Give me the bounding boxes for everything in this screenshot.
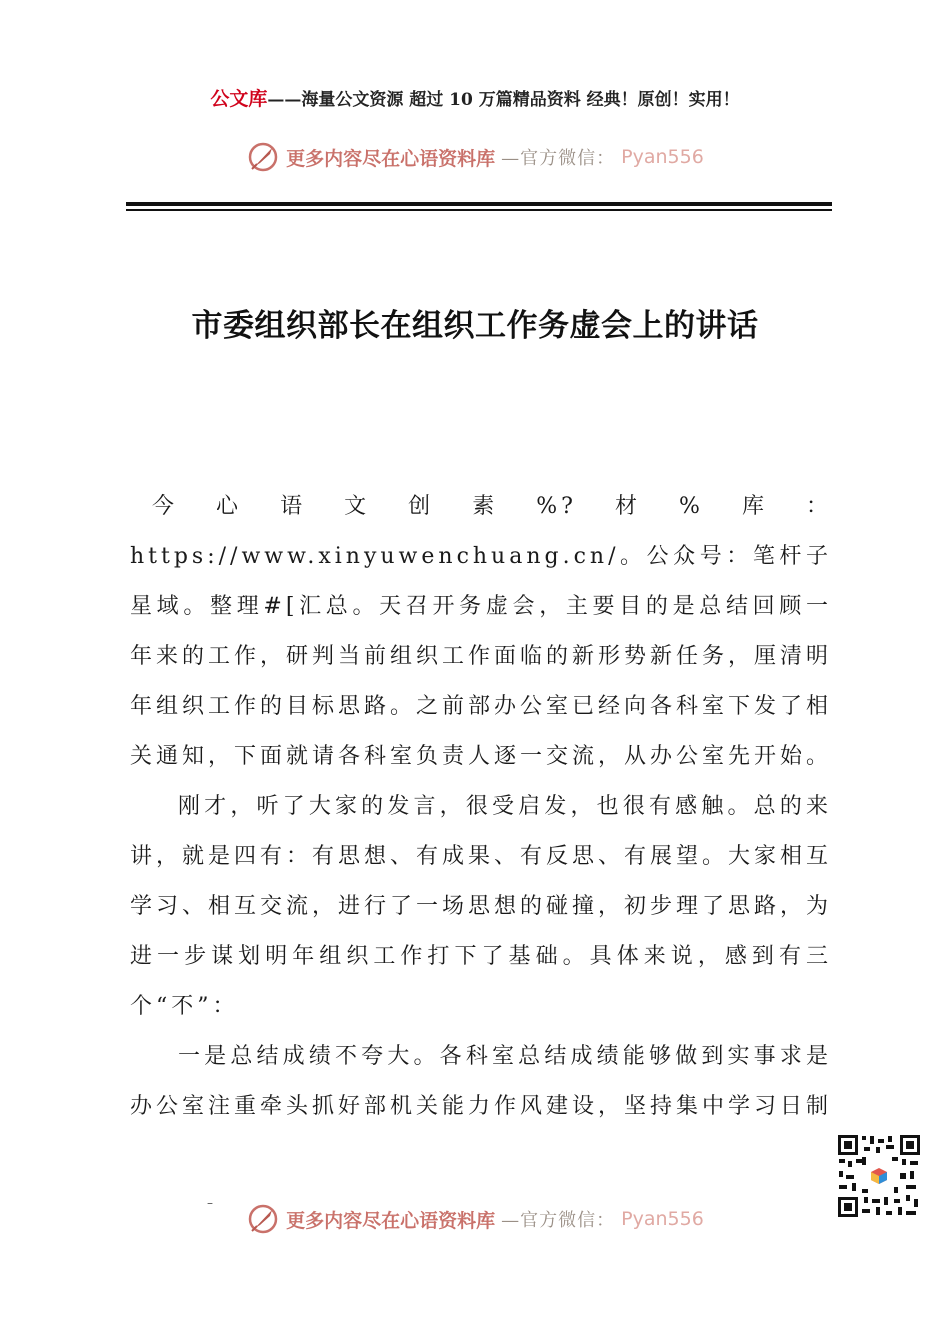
paragraph-3: 一是总结成绩不夸大。各科室总结成绩能够做到实事求是办公室注重牵头抓好部机关能力作风建设，坚持集中学习日制 [130, 1044, 833, 1119]
promo-sub-text: —官方微信： [501, 148, 616, 169]
banner-tagline: ——海量公文资源 超过 10 万篇精品资料 经典！原创！实用！ [267, 90, 740, 110]
header-promo[interactable] [0, 140, 950, 174]
footer-promo[interactable] [0, 1202, 950, 1236]
promo-sub-text: —官方微信： [501, 1210, 616, 1231]
promo-wechat-id: Pyan556 [621, 1208, 704, 1230]
top-banner [0, 84, 950, 111]
promo-main-text: 更多内容尽在心语资料库 [286, 1209, 496, 1232]
paragraph-2: 刚才，听了大家的发言，很受启发，也很有感触。总的来讲，就是四有：有思想、有成果、有反思、有展望。大家相互学习、相互交流，进行了一场思想的碰撞，初步理了思路，为进一步谋划明年组织工作打下了基础。具体来说，感到有三个“不”： [130, 794, 833, 1019]
quill-pen-logo-icon [246, 1202, 280, 1236]
brand-name[interactable]: 公文库 [210, 88, 268, 110]
promo-main-text: 更多内容尽在心语资料库 [286, 147, 496, 170]
quill-pen-logo-icon [246, 140, 280, 174]
promo-wechat-id: Pyan556 [621, 146, 704, 168]
document-body [130, 482, 832, 1132]
header-rule-thick [126, 202, 832, 206]
footer-dash: – [207, 1196, 213, 1210]
document-title: 市委组织部长在组织工作务虚会上的讲话 [191, 308, 759, 344]
paragraph-1: 今心语文创素%?材%库：https://www.xinyuwenchuang.cn/。公众号：笔杆子星域。整理#[汇总。天召开务虚会，主要目的是总结回顾一年来的工作，研判当前组织工作面临的新形势新任务，厘清明年组织工作的目标思路。之前部办公室已经向各科室下发了相关通知，下面就请各科室负责人逐一交流，从办公室先开始。 [130, 494, 833, 769]
header-rule-thin [126, 209, 832, 211]
